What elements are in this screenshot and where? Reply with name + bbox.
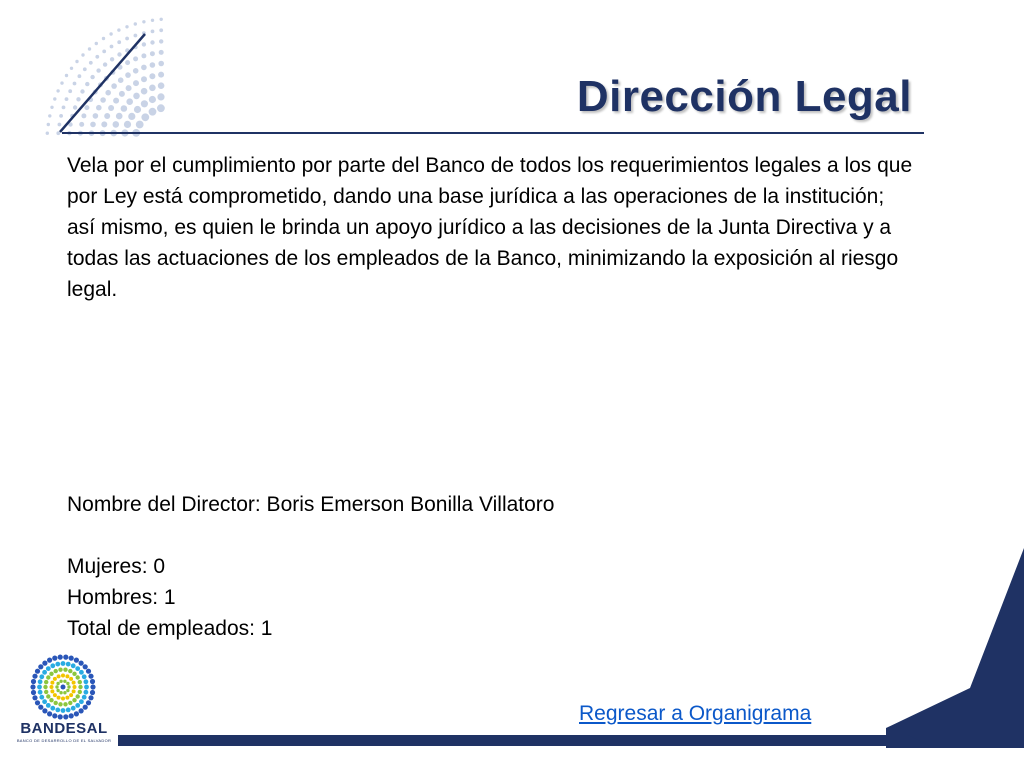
decor-dot <box>81 53 84 56</box>
logo-dot <box>50 681 54 685</box>
decor-dot <box>81 113 86 118</box>
decor-dot <box>95 55 99 59</box>
decor-dot <box>108 105 114 111</box>
decor-dot <box>56 89 59 92</box>
logo-dot <box>46 694 50 698</box>
logo-dot <box>31 690 36 695</box>
decor-dot <box>149 108 157 116</box>
logo-dot <box>75 703 80 708</box>
decor-dot <box>111 83 117 89</box>
logo-dot <box>61 674 65 678</box>
logo-dot <box>75 666 80 671</box>
decor-dot <box>95 42 98 45</box>
decor-dot <box>134 106 141 113</box>
decor-dot <box>118 77 124 83</box>
logo-dot <box>49 698 53 702</box>
decor-dot <box>62 106 66 110</box>
decor-dot <box>104 113 110 119</box>
decor-dot <box>88 47 91 50</box>
logo-dot <box>79 661 84 666</box>
decor-dot <box>158 72 164 78</box>
logo-dot <box>63 668 67 672</box>
logo-dot <box>56 682 59 685</box>
decor-dot <box>100 97 106 103</box>
logo-dot <box>84 679 89 684</box>
decor-dot <box>149 85 156 92</box>
logo-dot <box>90 684 95 689</box>
logo-dot <box>52 656 57 661</box>
director-name: Nombre del Director: Boris Emerson Bonilla Villatoro <box>67 493 555 516</box>
decor-dot <box>150 40 154 44</box>
decor-dot <box>68 89 72 93</box>
decor-dot <box>76 97 80 101</box>
decor-dot <box>150 62 156 68</box>
logo-dot <box>44 680 48 684</box>
decor-dot <box>96 68 100 72</box>
logo-dot <box>50 689 54 693</box>
decor-dot <box>141 113 149 121</box>
decor-dot <box>151 30 155 34</box>
logo-dot <box>63 655 68 660</box>
logo-dot <box>38 705 43 710</box>
logo-dot <box>37 685 42 690</box>
logo-dot <box>39 695 44 700</box>
logo-dot <box>73 685 77 689</box>
decor-dot <box>141 53 146 58</box>
logo-dot <box>38 679 43 684</box>
department-description: Vela por el cumplimiento por parte del Banco de todos los requerimientos legales a los que por Ley está comprometido, dando una base jurídica a las operaciones de la institución; así mismo, es quien le brinda un apoyo jurídico a las decisiones de la Junta Directiva y a todas las actuaciones de los empleados de la Banco, minimizando la exposición al riesgo legal. <box>67 154 913 301</box>
logo-dot <box>76 675 80 679</box>
logo-dot <box>59 691 62 694</box>
logo-dot <box>32 695 37 700</box>
decor-dot <box>141 65 147 71</box>
logo-dot <box>90 679 95 684</box>
logo-dot <box>83 705 88 710</box>
decor-dot <box>56 131 60 135</box>
logo-dot <box>55 708 60 713</box>
logo-dot <box>61 661 66 666</box>
decor-dot <box>158 82 165 89</box>
decor-dot <box>109 32 112 35</box>
decor-dot <box>50 106 53 109</box>
decor-dot <box>116 113 123 120</box>
logo-dot <box>58 655 63 660</box>
decor-dot <box>141 88 148 95</box>
logo-dot <box>42 699 47 704</box>
logo-dot <box>71 706 76 711</box>
logo-dot <box>68 701 72 705</box>
decor-dot <box>125 37 129 41</box>
logo-dot <box>69 677 73 681</box>
logo-dot <box>57 674 61 678</box>
decor-dot <box>157 93 164 100</box>
bandesal-logo <box>10 654 118 749</box>
decor-dot <box>151 19 154 22</box>
decor-dot <box>117 28 120 31</box>
logo-dot <box>67 685 70 688</box>
logo-dot <box>35 700 40 705</box>
logo-dot <box>63 714 68 719</box>
decor-dot <box>102 37 105 40</box>
decor-dot <box>159 28 163 32</box>
logo-dot <box>56 689 59 692</box>
logo-dot <box>49 672 53 676</box>
decor-dot <box>136 121 144 129</box>
decor-dot <box>93 113 99 119</box>
decor-dot <box>125 60 130 65</box>
decor-dot <box>125 72 131 78</box>
logo-dot <box>69 713 74 718</box>
logo-dot <box>79 699 84 704</box>
logo-dot <box>72 689 76 693</box>
decor-dot <box>60 81 63 84</box>
logo-dot <box>35 669 40 674</box>
logo-dot <box>42 661 47 666</box>
decor-dot <box>113 121 120 128</box>
decor-dot <box>142 42 146 46</box>
logo-dot <box>88 695 93 700</box>
decor-dot <box>110 57 114 61</box>
decor-dot <box>102 50 106 54</box>
decor-dot <box>53 97 56 100</box>
decor-dot <box>105 90 111 96</box>
footer-bar <box>118 735 930 746</box>
decor-dot <box>78 74 82 78</box>
logo-dot <box>55 662 60 667</box>
logo-dot <box>68 669 72 673</box>
logo-dot <box>52 713 57 718</box>
logo-dot <box>82 695 87 700</box>
decor-dot <box>133 93 140 100</box>
total-employees: Total de empleados: 1 <box>67 617 273 640</box>
logo-dot <box>66 708 71 713</box>
back-to-org-chart-link[interactable]: Regresar a Organigrama <box>579 702 812 725</box>
decor-dot <box>83 67 87 71</box>
logo-dot <box>50 706 55 711</box>
logo-dot <box>90 690 95 695</box>
logo-dot <box>44 690 48 694</box>
logo-dot <box>47 711 52 716</box>
decor-dot <box>134 34 138 38</box>
logo-dot <box>86 669 91 674</box>
decor-dot <box>101 121 107 127</box>
decor-dot <box>96 105 102 111</box>
decor-dot <box>73 105 77 109</box>
decor-dot <box>121 105 128 112</box>
logo-dot <box>65 696 69 700</box>
decor-dot <box>133 56 138 61</box>
logo-dot <box>63 702 67 706</box>
logo-dot <box>65 674 69 678</box>
decor-dot <box>80 89 84 93</box>
logo-dot <box>63 680 66 683</box>
decor-dot <box>149 96 156 103</box>
logo-dot <box>58 714 63 719</box>
logo-dot <box>61 708 66 713</box>
logo-dot <box>46 703 51 708</box>
decor-dot <box>58 123 62 127</box>
decor-dot <box>124 121 131 128</box>
logo-tagline: BANCO DE DESARROLLO DE EL SALVADOR <box>16 738 112 743</box>
logo-dot <box>74 711 79 716</box>
logo-dot <box>79 670 84 675</box>
decor-dot <box>59 114 63 118</box>
women-count: Mujeres: 0 <box>67 555 166 578</box>
decor-dot <box>142 20 145 23</box>
decor-dot <box>133 80 139 86</box>
logo-dot <box>86 700 91 705</box>
logo-dot <box>38 690 43 695</box>
decor-dot <box>85 82 89 86</box>
logo-dot <box>53 677 57 681</box>
decor-dot <box>160 18 163 21</box>
decor-dot <box>89 61 93 65</box>
decor-dot <box>158 61 164 67</box>
decor-dot <box>65 97 69 101</box>
logo-dot <box>82 674 87 679</box>
logo-dot <box>74 658 79 663</box>
men-count: Hombres: 1 <box>67 586 176 609</box>
decor-dot <box>125 25 128 28</box>
logo-dot <box>50 663 55 668</box>
logo-dot <box>78 690 82 694</box>
logo-dot <box>66 689 69 692</box>
decor-dot <box>126 98 133 105</box>
logo-dot <box>72 672 76 676</box>
logo-dot <box>72 681 76 685</box>
decor-dot <box>159 39 163 43</box>
decor-dot <box>70 67 73 70</box>
logo-dot <box>61 697 65 701</box>
logo-dot <box>54 669 58 673</box>
logo-mark-icon <box>24 654 102 720</box>
logo-dot <box>58 668 62 672</box>
decor-dot <box>128 113 135 120</box>
decor-dot <box>47 123 50 126</box>
logo-dot <box>69 693 73 697</box>
logo-dot <box>69 656 74 661</box>
logo-dot <box>46 666 51 671</box>
decor-dot <box>110 45 114 49</box>
logo-dot <box>54 701 58 705</box>
decor-dot <box>65 74 68 77</box>
decor-dot <box>103 62 107 66</box>
logo-core-dot <box>61 685 66 690</box>
decor-dot <box>117 52 121 56</box>
dotted-arc-decoration <box>30 12 170 142</box>
logo-dot <box>38 664 43 669</box>
decor-dot <box>79 122 84 127</box>
logo-dot <box>47 658 52 663</box>
logo-dot <box>84 685 89 690</box>
logo-dot <box>42 670 47 675</box>
logo-dot <box>72 698 76 702</box>
logo-dot <box>71 663 76 668</box>
logo-dot <box>43 685 47 689</box>
logo-dot <box>55 685 58 688</box>
decor-dot <box>46 132 49 135</box>
decor-dot <box>113 98 119 104</box>
logo-dot <box>66 662 71 667</box>
decor-dot <box>149 73 155 79</box>
logo-dot <box>30 684 35 689</box>
decor-dot <box>126 85 132 91</box>
decor-dot <box>84 105 89 110</box>
decor-dot <box>48 114 51 117</box>
decor-dot <box>90 122 96 128</box>
decor-dot <box>133 68 139 74</box>
logo-dot <box>32 674 37 679</box>
logo-dot <box>59 680 62 683</box>
corner-decoration <box>884 548 1024 748</box>
logo-dot <box>66 682 69 685</box>
logo-dot <box>53 693 57 697</box>
decor-dot <box>134 22 137 25</box>
logo-dot <box>78 680 82 684</box>
decor-dot <box>117 40 121 44</box>
decor-dot <box>141 100 148 107</box>
decor-dot <box>73 82 77 86</box>
title-underline <box>62 132 924 134</box>
decor-dot <box>141 76 147 82</box>
logo-dot <box>57 696 61 700</box>
logo-dot <box>88 674 93 679</box>
logo-dot <box>42 708 47 713</box>
logo-dot <box>76 694 80 698</box>
decor-dot <box>159 50 164 55</box>
logo-name: BANDESAL <box>20 720 108 737</box>
logo-dot <box>39 674 44 679</box>
logo-dot <box>83 664 88 669</box>
logo-dot <box>84 690 89 695</box>
logo-dot <box>78 685 82 689</box>
logo-dot <box>50 685 54 689</box>
decor-dot <box>157 104 165 112</box>
page-title: Dirección Legal <box>576 72 912 121</box>
decor-dot <box>150 51 155 56</box>
logo-dot <box>46 675 50 679</box>
decor-dot <box>90 75 94 79</box>
logo-dot <box>79 708 84 713</box>
logo-dot <box>63 691 66 694</box>
logo-dot <box>58 702 62 706</box>
logo-dot <box>31 679 36 684</box>
decor-dot <box>119 91 125 97</box>
decor-dot <box>75 60 78 63</box>
